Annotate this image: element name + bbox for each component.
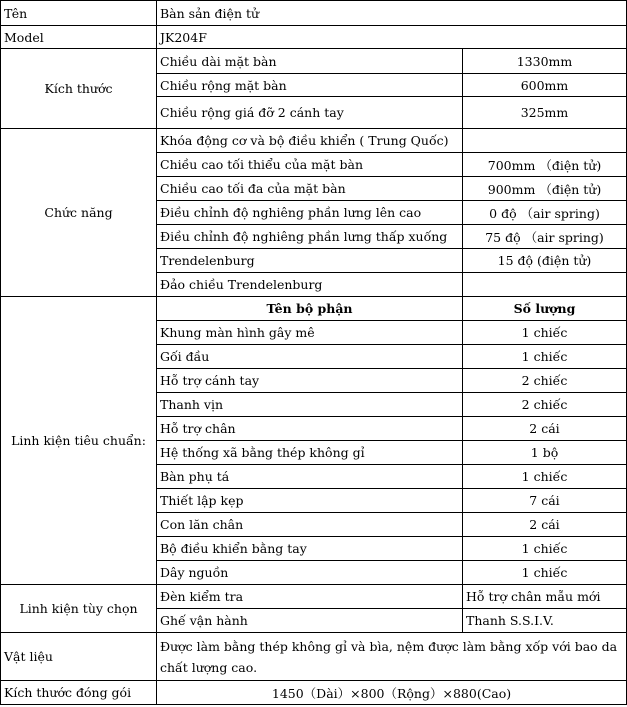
function-name: Đảo chiều Trendelenburg — [157, 273, 463, 297]
dimension-name: Chiều dài mặt bàn — [157, 49, 463, 74]
row-material — [1, 633, 627, 681]
function-value: 700mm （điện tử) — [463, 153, 627, 177]
part-quantity: 1 chiếc — [463, 465, 627, 489]
optional-row — [1, 585, 627, 609]
functions-label: Chức năng — [1, 129, 157, 297]
optional-item: Hỗ trợ chân mẫu mới — [463, 585, 627, 609]
part-quantity: 1 chiếc — [463, 321, 627, 345]
part-quantity: 2 chiếc — [463, 369, 627, 393]
dimension-name: Chiều rộng giá đỡ 2 cánh tay — [157, 97, 463, 129]
name-value: Bàn sản điện tử — [157, 1, 627, 26]
optional-parts-label: Linh kiện tùy chọn — [1, 585, 157, 633]
part-name: Thanh vịn — [157, 393, 463, 417]
material-value: Được làm bằng thép không gỉ và bìa, nệm được làm bằng xốp với bao da chất lượng cao. — [157, 633, 627, 681]
part-name: Con lăn chân — [157, 513, 463, 537]
function-name: Chiều cao tối đa của mặt bàn — [157, 177, 463, 201]
dimension-value: 600mm — [463, 74, 627, 97]
quantity-header: Số lượng — [463, 297, 627, 321]
function-name: Chiều cao tối thiểu của mặt bàn — [157, 153, 463, 177]
part-quantity: 1 bộ — [463, 441, 627, 465]
optional-item: Ghế vận hành — [157, 609, 463, 633]
part-name: Khung màn hình gây mê — [157, 321, 463, 345]
function-value — [463, 129, 627, 153]
material-label: Vật liệu — [1, 633, 157, 681]
part-quantity: 2 chiếc — [463, 393, 627, 417]
dimension-value: 325mm — [463, 97, 627, 129]
packing-label: Kích thước đóng gói — [1, 681, 157, 705]
part-name: Thiết lập kẹp — [157, 489, 463, 513]
part-name: Bộ điều khiển bằng tay — [157, 537, 463, 561]
dimension-row — [1, 49, 627, 74]
dimension-name: Chiều rộng mặt bàn — [157, 74, 463, 97]
function-row — [1, 129, 627, 153]
part-name: Bàn phụ tá — [157, 465, 463, 489]
part-quantity: 7 cái — [463, 489, 627, 513]
model-value: JK204F — [157, 26, 627, 49]
part-quantity: 1 chiếc — [463, 537, 627, 561]
model-label: Model — [1, 26, 157, 49]
function-value — [463, 273, 627, 297]
function-value: 75 độ （air spring) — [463, 225, 627, 249]
packing-value: 1450（Dài）×800（Rộng）×880(Cao) — [157, 681, 627, 705]
optional-item: Thanh S.S.I.V. — [463, 609, 627, 633]
part-name-header: Tên bộ phận — [157, 297, 463, 321]
part-name: Hệ thống xã bằng thép không gỉ — [157, 441, 463, 465]
function-name: Điều chỉnh độ nghiêng phần lưng lên cao — [157, 201, 463, 225]
function-name: Khóa động cơ và bộ điều khiển ( Trung Quốc) — [157, 129, 463, 153]
function-value: 900mm （điện tử) — [463, 177, 627, 201]
part-quantity: 2 cái — [463, 417, 627, 441]
part-quantity: 1 chiếc — [463, 561, 627, 585]
part-quantity: 1 chiếc — [463, 345, 627, 369]
part-name: Hỗ trợ chân — [157, 417, 463, 441]
row-model — [1, 26, 627, 49]
function-value: 15 độ (điện tử) — [463, 249, 627, 273]
function-name: Điều chỉnh độ nghiêng phần lưng thấp xuống — [157, 225, 463, 249]
row-name — [1, 1, 627, 26]
dimensions-label: Kích thước — [1, 49, 157, 129]
part-name: Gối đầu — [157, 345, 463, 369]
optional-item: Đèn kiểm tra — [157, 585, 463, 609]
part-name: Dây nguồn — [157, 561, 463, 585]
part-quantity: 2 cái — [463, 513, 627, 537]
function-name: Trendelenburg — [157, 249, 463, 273]
standard-parts-label: Linh kiện tiêu chuẩn: — [1, 297, 157, 585]
name-label: Tên — [1, 1, 157, 26]
part-name: Hỗ trợ cánh tay — [157, 369, 463, 393]
function-value: 0 độ （air spring) — [463, 201, 627, 225]
row-packing — [1, 681, 627, 705]
parts-header-row — [1, 297, 627, 321]
dimension-value: 1330mm — [463, 49, 627, 74]
